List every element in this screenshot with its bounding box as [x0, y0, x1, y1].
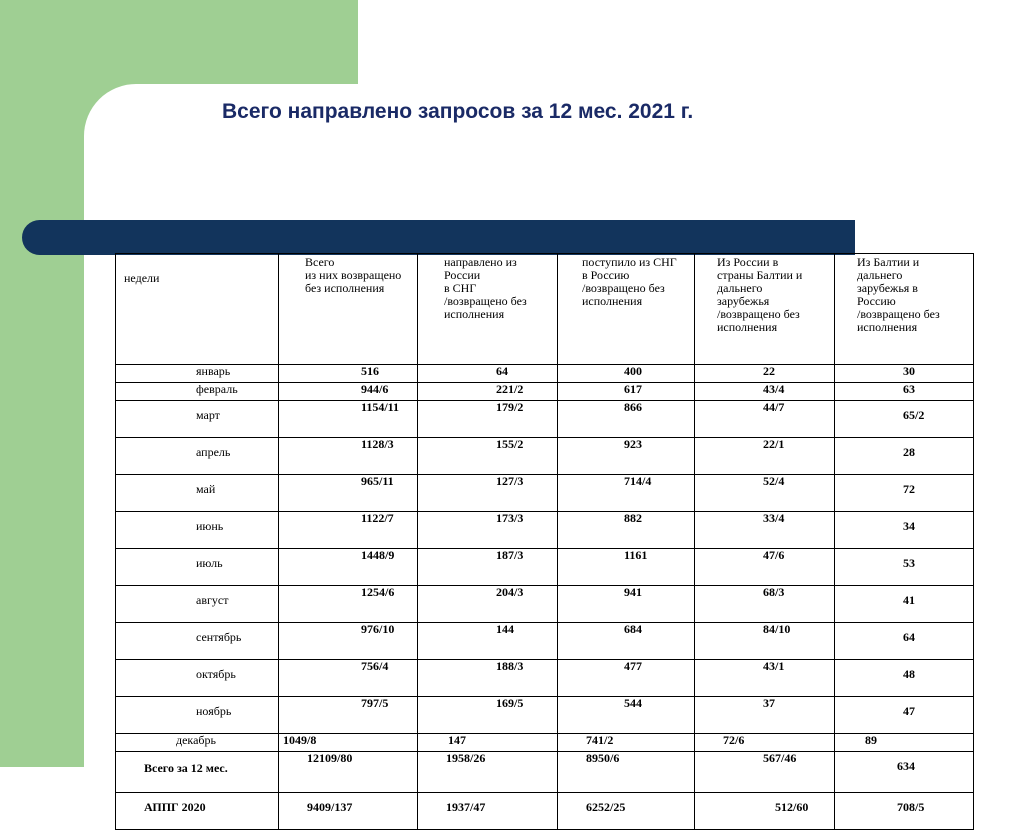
value-cell-total: 1154/11 — [279, 401, 418, 438]
month-cell: март — [116, 401, 279, 438]
header-from-cis: поступило из СНГ в Россию /возвращено без исполнения — [558, 254, 695, 365]
header-from-baltic: Из Балтии и дальнего зарубежья в Россию /возвращено без исполнения — [835, 254, 974, 365]
value-cell-from-baltic: 63 — [835, 383, 974, 401]
table-row — [116, 401, 974, 438]
value-cell-from-cis: 923 — [558, 438, 695, 475]
table-row — [116, 383, 974, 401]
value-cell-from-cis: 941 — [558, 586, 695, 623]
value-cell-total: 965/11 — [279, 475, 418, 512]
decorative-navy-bar — [22, 220, 855, 255]
previous-year-row-to-cis: 1937/47 — [418, 793, 558, 830]
value-cell-to-cis: 187/3 — [418, 549, 558, 586]
value-cell-from-cis: 544 — [558, 697, 695, 734]
header-to-baltic: Из России в страны Балтии и дальнего зарубежья /возвращено без исполнения — [695, 254, 835, 365]
slide-title: Всего направлено запросов за 12 мес. 2021 г. — [222, 100, 694, 123]
value-cell-total: 976/10 — [279, 623, 418, 660]
value-cell-total: 516 — [279, 365, 418, 383]
value-cell-to-cis: 179/2 — [418, 401, 558, 438]
value-cell-from-cis: 714/4 — [558, 475, 695, 512]
table-row — [116, 660, 974, 697]
total-row-label: Всего за 12 мес. — [116, 752, 279, 793]
value-cell-total: 1049/8 — [279, 734, 418, 752]
value-cell-to-baltic: 22 — [695, 365, 835, 383]
previous-year-row — [116, 793, 974, 830]
table-header-row — [116, 254, 974, 365]
value-cell-from-cis: 684 — [558, 623, 695, 660]
month-cell: февраль — [116, 383, 279, 401]
value-cell-from-baltic: 41 — [835, 586, 974, 623]
value-cell-to-cis: 64 — [418, 365, 558, 383]
value-cell-to-baltic: 43/4 — [695, 383, 835, 401]
table-row — [116, 549, 974, 586]
table-row — [116, 512, 974, 549]
value-cell-from-baltic: 48 — [835, 660, 974, 697]
value-cell-to-cis: 188/3 — [418, 660, 558, 697]
total-row-to-cis: 1958/26 — [418, 752, 558, 793]
value-cell-from-baltic: 89 — [835, 734, 974, 752]
value-cell-to-cis: 221/2 — [418, 383, 558, 401]
month-cell: май — [116, 475, 279, 512]
value-cell-total: 944/6 — [279, 383, 418, 401]
value-cell-to-baltic: 84/10 — [695, 623, 835, 660]
value-cell-to-cis: 169/5 — [418, 697, 558, 734]
table-row — [116, 475, 974, 512]
month-cell: август — [116, 586, 279, 623]
table-row — [116, 586, 974, 623]
month-cell: ноябрь — [116, 697, 279, 734]
value-cell-from-baltic: 30 — [835, 365, 974, 383]
value-cell-to-baltic: 52/4 — [695, 475, 835, 512]
value-cell-to-baltic: 33/4 — [695, 512, 835, 549]
value-cell-from-baltic: 65/2 — [835, 401, 974, 438]
value-cell-from-baltic: 53 — [835, 549, 974, 586]
table-row — [116, 734, 974, 752]
month-cell: июнь — [116, 512, 279, 549]
previous-year-row-from-baltic: 708/5 — [835, 793, 974, 830]
total-row-total: 12109/80 — [279, 752, 418, 793]
value-cell-to-baltic: 44/7 — [695, 401, 835, 438]
value-cell-total: 1448/9 — [279, 549, 418, 586]
value-cell-from-baltic: 47 — [835, 697, 974, 734]
value-cell-from-cis: 477 — [558, 660, 695, 697]
month-cell: декабрь — [116, 734, 279, 752]
value-cell-total: 1122/7 — [279, 512, 418, 549]
month-cell: октябрь — [116, 660, 279, 697]
value-cell-to-baltic: 72/6 — [695, 734, 835, 752]
value-cell-from-cis: 400 — [558, 365, 695, 383]
value-cell-to-cis: 144 — [418, 623, 558, 660]
value-cell-from-cis: 1161 — [558, 549, 695, 586]
value-cell-from-cis: 617 — [558, 383, 695, 401]
value-cell-to-baltic: 47/6 — [695, 549, 835, 586]
value-cell-to-baltic: 43/1 — [695, 660, 835, 697]
total-row — [116, 752, 974, 793]
value-cell-to-cis: 155/2 — [418, 438, 558, 475]
table-row — [116, 438, 974, 475]
value-cell-from-cis: 741/2 — [558, 734, 695, 752]
value-cell-to-cis: 127/3 — [418, 475, 558, 512]
value-cell-to-baltic: 68/3 — [695, 586, 835, 623]
total-row-from-cis: 8950/6 — [558, 752, 695, 793]
value-cell-from-cis: 866 — [558, 401, 695, 438]
month-cell: июль — [116, 549, 279, 586]
total-row-from-baltic: 634 — [835, 752, 974, 793]
previous-year-row-total: 9409/137 — [279, 793, 418, 830]
table-row — [116, 623, 974, 660]
value-cell-total: 1128/3 — [279, 438, 418, 475]
previous-year-row-to-baltic: 512/60 — [695, 793, 835, 830]
value-cell-from-baltic: 28 — [835, 438, 974, 475]
value-cell-from-cis: 882 — [558, 512, 695, 549]
month-cell: январь — [116, 365, 279, 383]
value-cell-total: 756/4 — [279, 660, 418, 697]
value-cell-from-baltic: 72 — [835, 475, 974, 512]
value-cell-to-baltic: 22/1 — [695, 438, 835, 475]
table-row — [116, 365, 974, 383]
previous-year-row-label: АППГ 2020 — [116, 793, 279, 830]
value-cell-to-cis: 147 — [418, 734, 558, 752]
value-cell-to-cis: 204/3 — [418, 586, 558, 623]
month-cell: сентябрь — [116, 623, 279, 660]
header-weeks: недели — [116, 254, 279, 365]
value-cell-total: 797/5 — [279, 697, 418, 734]
previous-year-row-from-cis: 6252/25 — [558, 793, 695, 830]
header-to-cis: направлено из России в СНГ /возвращено без исполнения — [418, 254, 558, 365]
total-row-to-baltic: 567/46 — [695, 752, 835, 793]
value-cell-to-cis: 173/3 — [418, 512, 558, 549]
value-cell-total: 1254/6 — [279, 586, 418, 623]
value-cell-from-baltic: 34 — [835, 512, 974, 549]
header-total: Всего из них возвращено без исполнения — [279, 254, 418, 365]
requests-table — [115, 253, 974, 830]
month-cell: апрель — [116, 438, 279, 475]
value-cell-from-baltic: 64 — [835, 623, 974, 660]
table-row — [116, 697, 974, 734]
value-cell-to-baltic: 37 — [695, 697, 835, 734]
